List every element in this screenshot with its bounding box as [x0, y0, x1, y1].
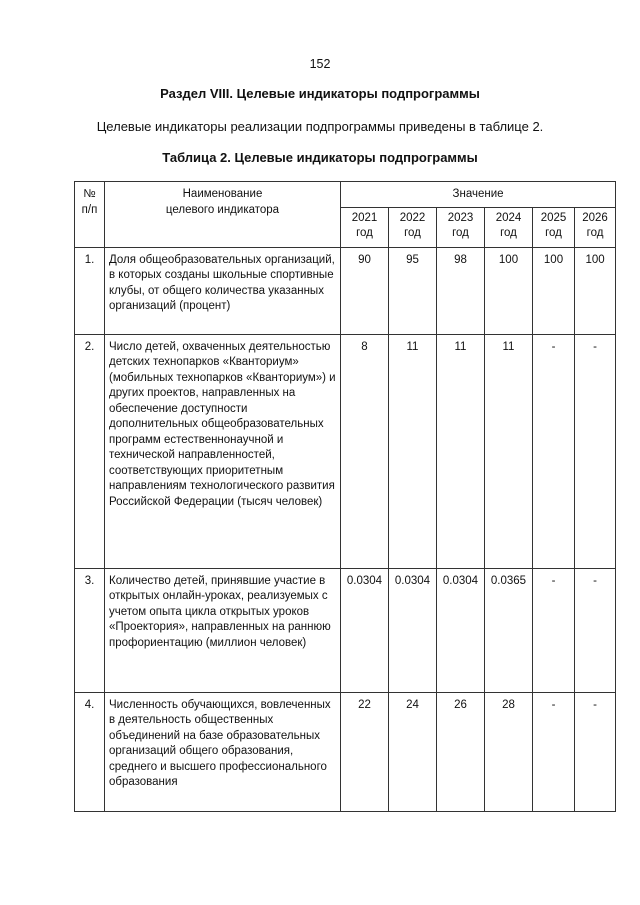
header-year-label: 2022 год [399, 211, 426, 239]
value-2026: - [575, 692, 616, 811]
value-2024: 100 [485, 247, 533, 334]
row-number: 1. [75, 247, 105, 334]
indicator-name: Доля общеобразовательных организаций, в которых созданы школьные спортивные клубы, от общего количества указанных организаций (процент) [105, 247, 341, 334]
value-2025: - [533, 568, 575, 692]
page-number: 152 [309, 57, 331, 71]
header-year-2022 [389, 207, 437, 247]
value-2025: 100 [533, 247, 575, 334]
header-year-2023 [437, 207, 485, 247]
value-2026: 100 [575, 247, 616, 334]
value-2023: 26 [437, 692, 485, 811]
value-2025: - [533, 334, 575, 568]
header-year-2026 [575, 207, 616, 247]
table-row [75, 247, 616, 334]
header-year-label: 2023 год [447, 211, 474, 239]
value-2022: 95 [389, 247, 437, 334]
value-2023: 11 [437, 334, 485, 568]
table-row [75, 692, 616, 811]
row-number: 3. [75, 568, 105, 692]
value-2026: - [575, 568, 616, 692]
indicator-name: Количество детей, принявшие участие в открытых онлайн-уроках, реализуемых с учетом опыта цикла открытых уроков «Проектория», направленных на раннюю профориентацию (миллион человек) [105, 568, 341, 692]
table-row [75, 568, 616, 692]
header-year-label: 2026 год [582, 211, 608, 239]
table-title: Таблица 2. Целевые индикаторы подпрограммы [162, 150, 478, 165]
row-number: 4. [75, 692, 105, 811]
indicator-name: Число детей, охваченных деятельностью детских технопарков «Кванториум» (мобильных технопарков «Кванториум») и других проектов, направленных на обеспечение доступности дополнительных общеобразовательных программ естественнонаучной и технической направленностей, соответствующих приоритетным направлениям технологического развития Российской Федерации (тысяч человек) [105, 334, 341, 568]
value-2025: - [533, 692, 575, 811]
value-2022: 24 [389, 692, 437, 811]
value-2022: 11 [389, 334, 437, 568]
indicator-name: Численность обучающихся, вовлеченных в деятельность общественных объединений на базе образовательных организаций общего образования, среднего и высшего профессионального образования [105, 692, 341, 811]
row-number: 2. [75, 334, 105, 568]
header-year-2024 [485, 207, 533, 247]
header-year-label: 2021 год [351, 211, 378, 239]
header-num-label: № п/п [81, 188, 98, 216]
value-2021: 8 [341, 334, 389, 568]
value-2021: 22 [341, 692, 389, 811]
header-year-2021 [341, 207, 389, 247]
value-2021: 0.0304 [341, 568, 389, 692]
section-title: Раздел VIII. Целевые индикаторы подпрограммы [160, 86, 480, 101]
header-name-label: Наименование целевого индикатора [165, 188, 280, 216]
value-2023: 98 [437, 247, 485, 334]
header-value [341, 182, 616, 208]
intro-text: Целевые индикаторы реализации подпрограммы приведены в таблице 2. [96, 119, 544, 134]
header-name [105, 182, 341, 248]
header-num [75, 182, 105, 248]
table-row [75, 334, 616, 568]
value-2021: 90 [341, 247, 389, 334]
value-2024: 0.0365 [485, 568, 533, 692]
header-year-label: 2024 год [495, 211, 522, 239]
header-year-2025 [533, 207, 575, 247]
value-2024: 11 [485, 334, 533, 568]
value-2022: 0.0304 [389, 568, 437, 692]
value-2026: - [575, 334, 616, 568]
indicators-table [74, 181, 616, 812]
value-2023: 0.0304 [437, 568, 485, 692]
header-value-label: Значение [452, 188, 504, 200]
header-year-label: 2025 год [540, 211, 567, 239]
value-2024: 28 [485, 692, 533, 811]
